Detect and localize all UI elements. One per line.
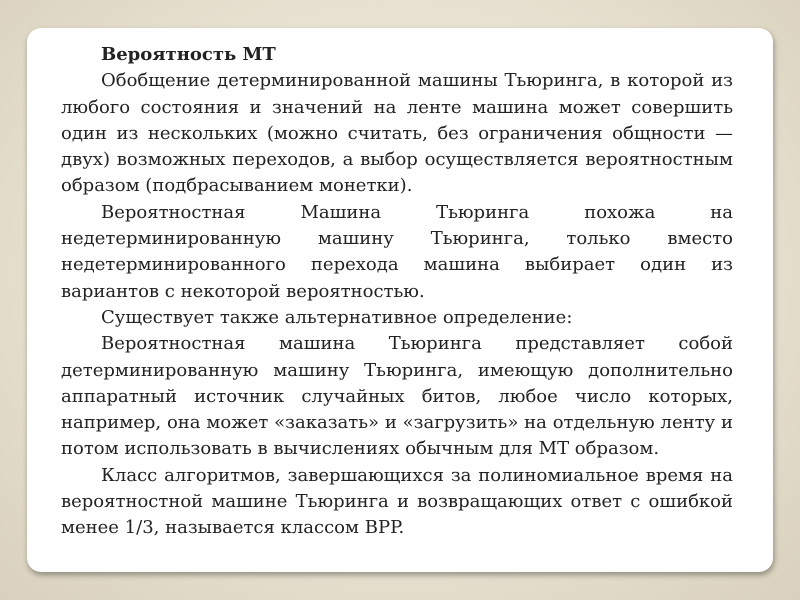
paragraph-comparison: Вероятностная Машина Тьюринга похожа на недетерминированную машину Тьюринга, только вместо недетерминированного перехода машина выбирает один из вариантов с некоторой вероятностью.: [61, 201, 733, 302]
slide-text-body: [61, 42, 733, 542]
paragraph-bpp-class: Класс алгоритмов, завершающихся за полиномиальное время на вероятностной машине Тьюринга и возвращающих ответ с ошибкой менее 1/3, называется классом BPP.: [61, 464, 733, 539]
paragraph-alternative-intro: Существует также альтернативное определение:: [101, 306, 573, 328]
paragraph-definition: Обобщение детерминированной машины Тьюринга, в которой из любого состояния и значений на ленте машина может совершить один из нескольких (можно считать, без ограничения общности — двух) возможных переходов, а выбор осуществляется вероятностным образом (подбрасыванием монетки).: [61, 70, 733, 197]
slide-card: [27, 28, 773, 572]
paragraph-alternative-definition: Вероятностная машина Тьюринга представляет собой детерминированную машину Тьюринга, имеющую дополнительно аппаратный источник случайных битов, любое число которых, например, она может «заказать» и «загрузить» на отдельную ленту и потом использовать в вычислениях обычным для МТ образом.: [61, 333, 733, 460]
slide-title: Вероятность МТ: [101, 44, 276, 65]
